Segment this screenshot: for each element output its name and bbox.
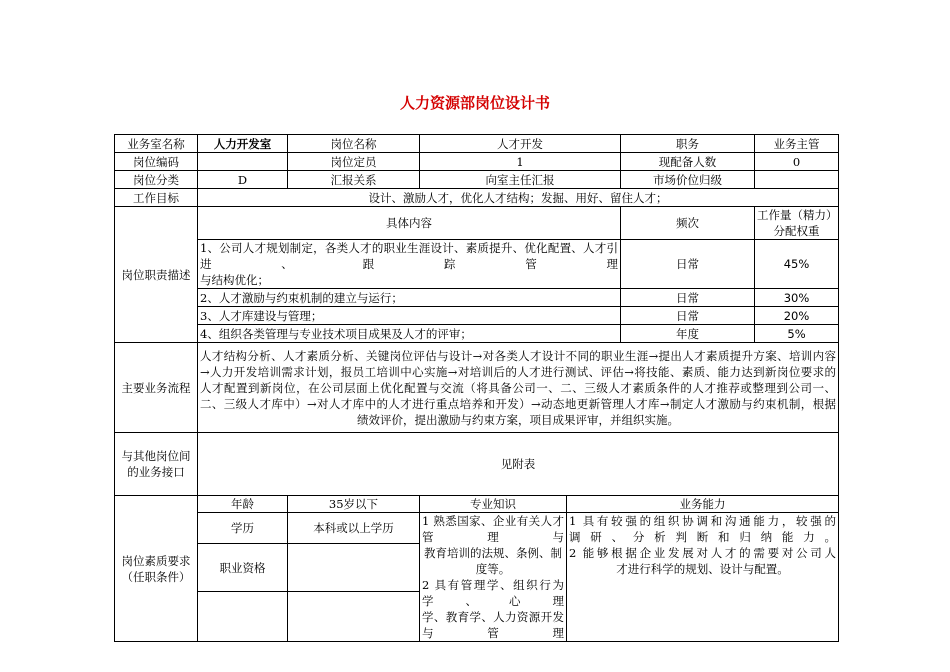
duty-label: 职务 xyxy=(621,135,755,153)
dept-value: 人力开发室 xyxy=(198,135,288,153)
code-value xyxy=(198,153,288,171)
duty-value: 业务主管 xyxy=(755,135,839,153)
process-line-5: 绩效评价，提出激励与约束方案，项目成果评审，并组织实施。 xyxy=(357,412,679,427)
process-line-1: 人才结构分析、人才素质分析、关键岗位评估与设计→对各类人才设计不同的职业生涯→提出人才素质提升方案、培训内容 xyxy=(200,348,836,363)
quals-label-line1: 岗位素质要求 xyxy=(121,553,191,568)
duties-weight-header xyxy=(755,207,839,240)
report-label: 汇报关系 xyxy=(288,171,420,189)
empty-cell xyxy=(198,592,288,642)
edu-label: 学历 xyxy=(198,513,288,544)
ability-text xyxy=(567,513,839,642)
duty-item-4: 4、组织各类管理与专业技术项目成果及人才的评审； xyxy=(198,325,621,343)
current-label: 现配备人数 xyxy=(621,153,755,171)
goal-label: 工作目标 xyxy=(115,189,198,207)
table-row xyxy=(115,240,839,289)
knowledge-line-2: 教育培训的法规、条例、制度等。 xyxy=(424,546,562,576)
table-row xyxy=(115,289,839,307)
table-row xyxy=(115,307,839,325)
edu-value: 本科或以上学历 xyxy=(288,513,420,544)
staff-value: 1 xyxy=(420,153,621,171)
table-row xyxy=(115,433,839,496)
interface-label-line2: 的业务接口 xyxy=(127,465,185,479)
dept-label: 业务室名称 xyxy=(115,135,198,153)
quals-label xyxy=(115,496,198,642)
duty-item-3: 3、人才库建设与管理； xyxy=(198,307,621,325)
empty-cell xyxy=(288,592,420,642)
table-row xyxy=(115,513,839,544)
position-value: 人才开发 xyxy=(420,135,621,153)
knowledge-line-1: 1 熟悉国家、企业有关人才管理与 xyxy=(422,514,564,544)
age-value: 35岁以下 xyxy=(288,496,420,513)
cert-label: 职业资格 xyxy=(198,544,288,592)
interface-value: 见附表 xyxy=(198,433,839,496)
ability-line-4: 才进行科学的规划、设计与配置。 xyxy=(616,562,789,576)
market-label: 市场价位归级 xyxy=(621,171,755,189)
duty-item-3-weight: 20% xyxy=(755,307,839,325)
position-label: 岗位名称 xyxy=(288,135,420,153)
staff-label: 岗位定员 xyxy=(288,153,420,171)
duty-item-1-freq: 日常 xyxy=(621,240,755,289)
duty-item-1-line1: 1、公司人才规划制定，各类人才的职业生涯设计、素质提升、优化配置、人才引进、跟踪管理 xyxy=(200,241,618,271)
table-row xyxy=(115,189,839,207)
interface-label xyxy=(115,433,198,496)
duty-item-2: 2、人才激励与约束机制的建立与运行； xyxy=(198,289,621,307)
duty-item-2-weight: 30% xyxy=(755,289,839,307)
weight-header-line2: 分配权重 xyxy=(773,224,820,238)
knowledge-label: 专业知识 xyxy=(420,496,567,513)
ability-line-2: 调 研 、 分 析 判 断 和 归 纳 能 力 。 xyxy=(569,530,836,544)
interface-label-line1: 与其他岗位间 xyxy=(121,449,191,463)
duty-item-1-weight: 45% xyxy=(755,240,839,289)
process-label: 主要业务流程 xyxy=(115,343,198,433)
process-line-3: 人才配置到新岗位，在公司层面上优化配置与交流（将具备公司一、二、三级人才素质条件的人才推荐或整理到公司一、 xyxy=(200,380,836,395)
table-row xyxy=(115,135,839,153)
process-text xyxy=(198,343,839,433)
table-row xyxy=(115,343,839,433)
current-value: 0 xyxy=(755,153,839,171)
table-row xyxy=(115,153,839,171)
table-row xyxy=(115,171,839,189)
ability-line-3: 2 能够根据企业发展对人才的需要对公司人 xyxy=(569,546,836,560)
duties-label: 岗位职责描述 xyxy=(115,207,198,343)
age-label: 年龄 xyxy=(198,496,288,513)
table-row xyxy=(115,325,839,343)
market-value xyxy=(755,171,839,189)
quals-label-line2: （任职条件） xyxy=(121,569,191,584)
process-line-4: 二、三级人才库中）→对人才库中的人才进行重点培养和开发）→动态地更新管理人才库→制定人才激励与约束机制，根据 xyxy=(200,396,836,411)
duty-item-1 xyxy=(198,240,621,289)
ability-line-1: 1 具有较强的组织协调和沟通能力，较强的 xyxy=(569,514,836,528)
duty-item-2-freq: 日常 xyxy=(621,289,755,307)
report-value: 向室主任汇报 xyxy=(420,171,621,189)
class-label: 岗位分类 xyxy=(115,171,198,189)
position-design-table xyxy=(114,134,839,642)
knowledge-text xyxy=(420,513,567,642)
duty-item-1-line2: 与结构优化； xyxy=(200,273,269,287)
duties-freq-header: 频次 xyxy=(621,207,755,240)
code-label: 岗位编码 xyxy=(115,153,198,171)
duty-item-4-freq: 年度 xyxy=(621,325,755,343)
ability-label: 业务能力 xyxy=(567,496,839,513)
class-value: D xyxy=(198,171,288,189)
table-row xyxy=(115,207,839,240)
duty-item-4-weight: 5% xyxy=(755,325,839,343)
duty-item-3-freq: 日常 xyxy=(621,307,755,325)
cert-value xyxy=(288,544,420,592)
page-title: 人力资源部岗位设计书 xyxy=(399,94,550,112)
duties-content-header: 具体内容 xyxy=(198,207,621,240)
knowledge-line-4: 学、教育学、人力资源开发与管理 xyxy=(422,610,564,640)
goal-value: 设计、激励人才，优化人才结构；发掘、用好、留住人才； xyxy=(198,189,839,207)
weight-header-line1: 工作量（精力） xyxy=(757,208,838,222)
knowledge-line-3: 2 具有管理学、组织行为学、心理 xyxy=(422,578,564,608)
table-row xyxy=(115,496,839,513)
process-line-2: →人力开发培训需求计划，报员工培训中心实施→对培训后的人才进行测试、评估→将技能、素质、能力达到新岗位要求的 xyxy=(200,364,836,379)
